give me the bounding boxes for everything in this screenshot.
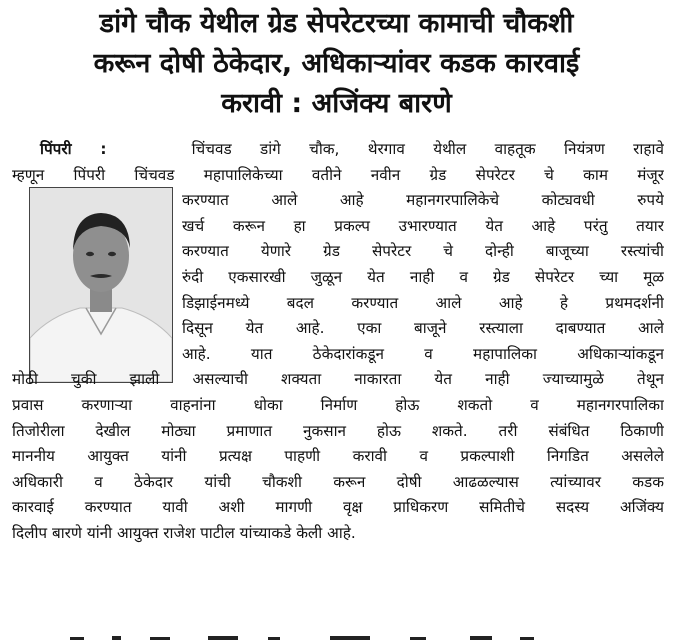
body-line-9: आहे. यात ठेकेदारांकडून व महापालिका अधिकाऱ्यांकडून	[182, 344, 664, 363]
body-line-16: दिलीप बारणे यांनी आयुक्त राजेश पाटील यांच्याकडे केली आहे.	[12, 523, 356, 542]
body-line-13: माननीय आयुक्त यांनी प्रत्यक्ष पाहणी करावी व प्रकल्पाशी निगडित असलेले	[12, 447, 664, 466]
body-line-6: रुंदी एकसारखी जुळून येत नाही व ग्रेड सेपरेटर च्या मूळ	[182, 267, 664, 286]
body-line-14: अधिकारी व ठेकेदार यांची चौकशी करून दोषी आढळल्यास त्यांच्यावर कडक	[12, 472, 664, 491]
body-line-15: कारवाई करण्यात यावी अशी मागणी वृक्ष प्राधिकरण समितीचे सदस्य अजिंक्य	[12, 498, 664, 517]
dateline: पिंपरी :	[40, 140, 107, 158]
headline-line-1: डांगे चौक येथील ग्रेड सेपरेटरच्या कामाची चौकशी	[99, 8, 574, 39]
body-line-3: करण्यात आले आहे महानगरपालिकेचे कोट्यवधी रुपये	[182, 191, 664, 210]
next-article-cutoff	[0, 628, 673, 640]
cutoff-ink-marks	[0, 631, 673, 640]
body-line-10: मोठी चुकी झाली असल्याची शक्यता नाकारता येत नाही ज्याच्यामुळे तेथून	[12, 370, 664, 389]
body-line-11: प्रवास करणाऱ्या वाहनांना धोका निर्माण होऊ शकतो व महानगरपालिका	[12, 395, 664, 414]
body-line-1	[12, 137, 664, 163]
article-body	[12, 137, 664, 547]
body-line-4: खर्च करून हा प्रकल्प उभारण्यात येत आहे परंतु तयार	[182, 216, 664, 235]
body-line-7: डिझाईनमध्ये बदल करण्यात आले आहे हे प्रथमदर्शनी	[182, 293, 664, 312]
body-line-2: म्हणून पिंपरी चिंचवड महापालिकेच्या वतीने नवीन ग्रेड सेपरेटर चे काम मंजूर	[12, 165, 664, 184]
body-line-12: तिजोरीला देखील मोठ्या प्रमाणात नुकसान होऊ शकते. तरी संबंधित ठिकाणी	[12, 421, 664, 440]
body-line-1-text: चिंचवड डांगे चौक, थेरगाव येथील वाहतूक नियंत्रण राहावे	[191, 140, 664, 158]
body-line-5: करण्यात येणारे ग्रेड सेपरेटर चे दोन्ही बाजूच्या रस्त्यांची	[182, 242, 664, 261]
article-headline	[8, 4, 665, 124]
body-line-8: दिसून येत आहे. एका बाजूने रस्त्याला दाबण्यात आले	[182, 319, 664, 338]
headline-line-2: करून दोषी ठेकेदार, अधिकाऱ्यांवर कडक कारवाई	[93, 48, 580, 79]
headline-line-3: करावी : अजिंक्य बारणे	[221, 88, 452, 119]
